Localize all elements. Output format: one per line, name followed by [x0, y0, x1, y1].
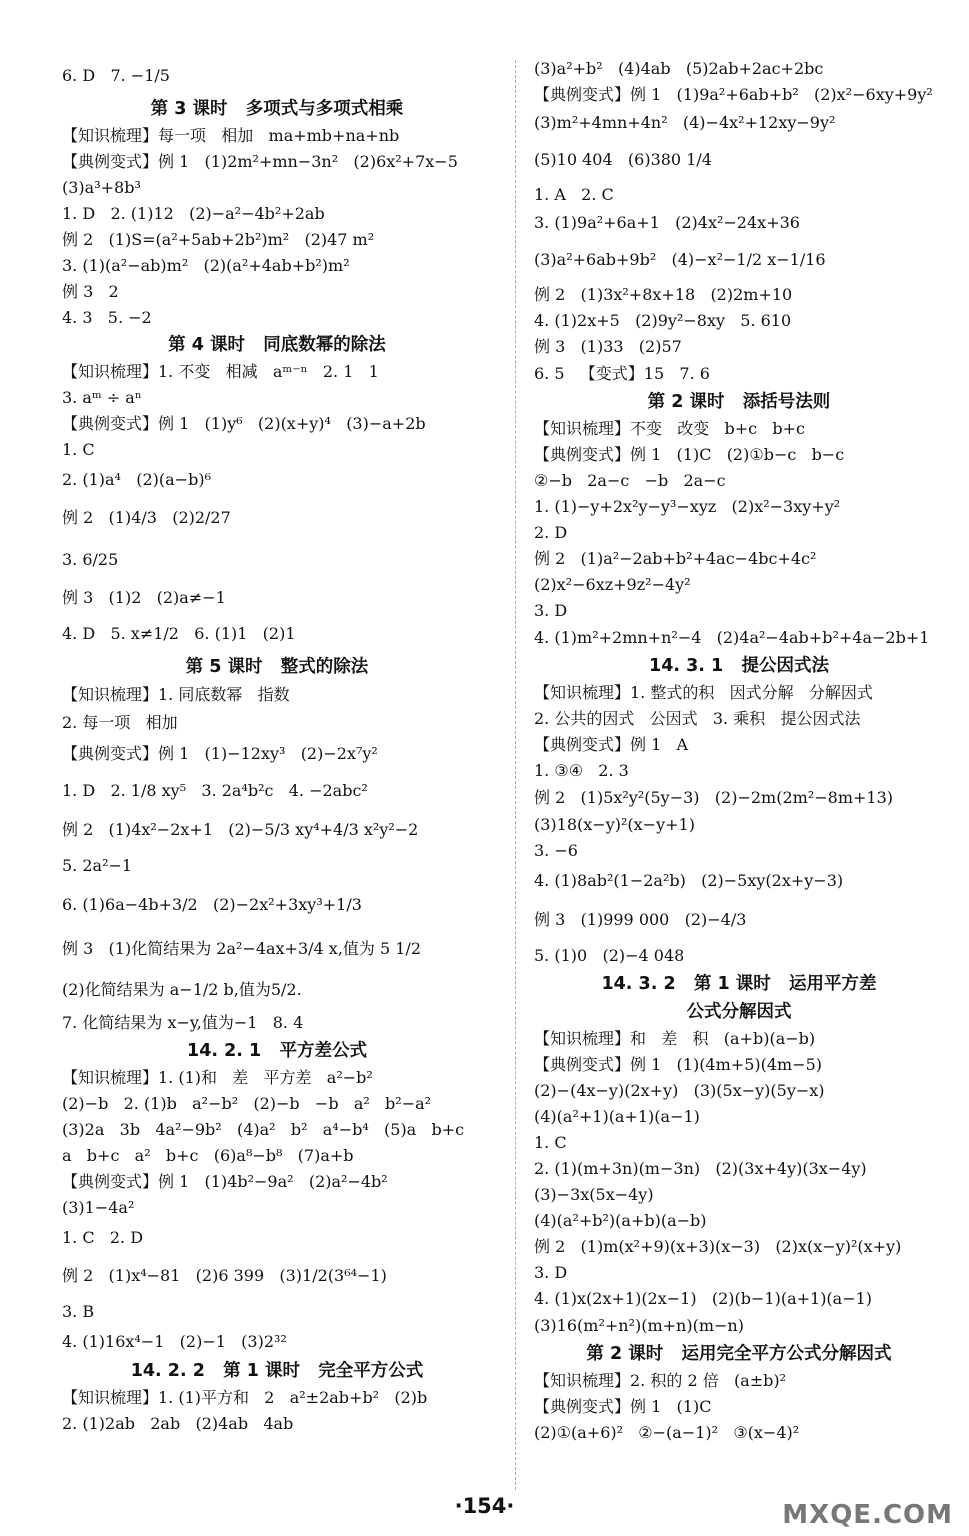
answer-line: (3)a³+8b³ — [62, 178, 141, 197]
answer-line: 2. 每一项 相加 — [62, 713, 178, 732]
answer-line: (2)−(4x−y)(2x+y) (3)(5x−y)(5y−x) — [534, 1081, 825, 1100]
answer-line: 5. (1)0 (2)−4 048 — [534, 946, 685, 965]
answer-line: 例 2 (1)x⁴−81 (2)6 399 (3)1/2(3⁶⁴−1) — [62, 1266, 387, 1285]
answer-line: 【典例变式】例 1 (1)9a²+6ab+b² (2)x²−6xy+9y² — [534, 85, 933, 104]
answer-line: 4. (1)16x⁴−1 (2)−1 (3)2³² — [62, 1332, 287, 1351]
answer-line: 例 3 (1)33 (2)57 — [534, 337, 682, 356]
answer-line: 3. −6 — [534, 841, 578, 860]
answer-line: 2. D — [534, 523, 568, 542]
watermark: MXQE.COM — [782, 1500, 953, 1530]
answer-line: 例 3 (1)2 (2)a≠−1 — [62, 588, 226, 607]
answer-line: (4)(a²+1)(a+1)(a−1) — [534, 1107, 700, 1126]
answer-line: (4)(a²+b²)(a+b)(a−b) — [534, 1211, 707, 1230]
answer-line: 1. ③④ 2. 3 — [534, 761, 629, 780]
answer-line: 1. C 2. D — [62, 1228, 144, 1247]
column-divider — [515, 60, 516, 1490]
section-heading: 14. 3. 1 提公因式法 — [649, 656, 829, 676]
answer-line: 例 3 2 — [62, 282, 119, 301]
answer-line: 【典例变式】例 1 A — [534, 735, 689, 754]
answer-line: 【知识梳理】1. 不变 相减 aᵐ⁻ⁿ 2. 1 1 — [62, 362, 379, 381]
answer-line: 7. 化简结果为 x−y,值为−1 8. 4 — [62, 1013, 304, 1032]
answer-line: 例 2 (1)m(x²+9)(x+3)(x−3) (2)x(x−y)²(x+y) — [534, 1237, 902, 1256]
answer-line: 【典例变式】例 1 (1)C — [534, 1397, 712, 1416]
answer-line: 【知识梳理】2. 积的 2 倍 (a±b)² — [534, 1371, 787, 1390]
answer-line: 【知识梳理】1. (1)平方和 2 a²±2ab+b² (2)b — [62, 1388, 428, 1407]
answer-line: 3. aᵐ ÷ aⁿ — [62, 388, 142, 407]
answer-line: (3)m²+4mn+4n² (4)−4x²+12xy−9y² — [534, 113, 836, 132]
answer-line: 4. (1)x(2x+1)(2x−1) (2)(b−1)(a+1)(a−1) — [534, 1289, 873, 1308]
answer-line: 4. (1)m²+2mn+n²−4 (2)4a²−4ab+b²+4a−2b+1 — [534, 628, 930, 647]
answer-line: 例 2 (1)4x²−2x+1 (2)−5/3 xy⁴+4/3 x²y²−2 — [62, 820, 419, 839]
right-column — [534, 56, 944, 1446]
answer-line: 【典例变式】例 1 (1)C (2)①b−c b−c — [534, 445, 845, 464]
answer-line: 【典例变式】例 1 (1)y⁶ (2)(x+y)⁴ (3)−a+2b — [62, 414, 426, 433]
answer-line: 6. D 7. −1/5 — [62, 66, 170, 85]
answer-line: 4. (1)8ab²(1−2a²b) (2)−5xy(2x+y−3) — [534, 871, 844, 890]
answer-line: 【知识梳理】1. 整式的积 因式分解 分解因式 — [534, 683, 873, 702]
answer-line: 3. (1)9a²+6a+1 (2)4x²−24x+36 — [534, 213, 800, 232]
answer-line: 1. D 2. (1)12 (2)−a²−4b²+2ab — [62, 204, 325, 223]
answer-line: 【知识梳理】和 差 积 (a+b)(a−b) — [534, 1029, 816, 1048]
answer-line: 4. (1)2x+5 (2)9y²−8xy 5. 610 — [534, 311, 792, 330]
answer-line: (3)16(m²+n²)(m+n)(m−n) — [534, 1316, 744, 1335]
answer-line: 【知识梳理】1. 同底数幂 指数 — [62, 685, 290, 704]
answer-line: (3)1−4a² — [62, 1198, 135, 1217]
answer-line: 例 2 (1)4/3 (2)2/27 — [62, 508, 231, 527]
answer-line: 3. D — [534, 1263, 568, 1282]
answer-line: (5)10 404 (6)380 1/4 — [534, 150, 712, 169]
answer-line: 3. (1)(a²−ab)m² (2)(a²+4ab+b²)m² — [62, 256, 350, 275]
answer-line: 1. (1)−y+2x²y−y³−xyz (2)x²−3xy+y² — [534, 497, 841, 516]
section-heading: 14. 2. 2 第 1 课时 完全平方公式 — [130, 1361, 424, 1381]
answer-line: a b+c a² b+c (6)a⁸−b⁸ (7)a+b — [62, 1146, 354, 1165]
answer-line: 【知识梳理】1. (1)和 差 平方差 a²−b² — [62, 1068, 373, 1087]
answer-line: 6. 5 【变式】15 7. 6 — [534, 364, 710, 383]
answer-line: 1. D 2. 1/8 xy⁵ 3. 2a⁴b²c 4. −2abc² — [62, 781, 368, 800]
answer-line: 例 2 (1)a²−2ab+b²+4ac−4bc+4c² — [534, 549, 817, 568]
answer-line: (2)①(a+6)² ②−(a−1)² ③(x−4)² — [534, 1423, 800, 1442]
answer-line: (3)a²+b² (4)4ab (5)2ab+2ac+2bc — [534, 59, 824, 78]
section-heading: 第 5 课时 整式的除法 — [185, 657, 369, 677]
answer-line: 【典例变式】例 1 (1)−12xy³ (2)−2x⁷y² — [62, 744, 378, 763]
answer-line: 5. 2a²−1 — [62, 856, 133, 875]
page-number: ·154· — [454, 1494, 515, 1518]
answer-line: 【典例变式】例 1 (1)4b²−9a² (2)a²−4b² — [62, 1172, 388, 1191]
section-heading: 14. 3. 2 第 1 课时 运用平方差 — [601, 974, 877, 994]
answer-line: 2. (1)a⁴ (2)(a−b)⁶ — [62, 470, 211, 489]
answer-line: 6. (1)6a−4b+3/2 (2)−2x²+3xy³+1/3 — [62, 895, 362, 914]
answer-line: 1. A 2. C — [534, 185, 614, 204]
section-heading: 公式分解因式 — [686, 1002, 792, 1022]
answer-line: 4. D 5. x≠1/2 6. (1)1 (2)1 — [62, 624, 296, 643]
answer-line: 【知识梳理】每一项 相加 ma+mb+na+nb — [62, 126, 400, 145]
answer-line: (2)−b 2. (1)b a²−b² (2)−b −b a² b²−a² — [62, 1094, 432, 1113]
answer-line: 例 2 (1)S=(a²+5ab+2b²)m² (2)47 m² — [62, 230, 375, 249]
answer-line: 2. 公共的因式 公因式 3. 乘积 提公因式法 — [534, 709, 861, 728]
left-column — [62, 56, 492, 1437]
answer-line: (3)18(x−y)²(x−y+1) — [534, 815, 695, 834]
section-heading: 14. 2. 1 平方差公式 — [187, 1041, 367, 1061]
section-heading: 第 3 课时 多项式与多项式相乘 — [150, 99, 404, 119]
answer-line: (2)化简结果为 a−1/2 b,值为5/2. — [62, 980, 302, 999]
section-heading: 第 2 课时 运用完全平方公式分解因式 — [586, 1344, 892, 1364]
answer-line: 3. B — [62, 1302, 95, 1321]
answer-line: 例 3 (1)999 000 (2)−4/3 — [534, 910, 747, 929]
answer-line: ②−b 2a−c −b 2a−c — [534, 471, 726, 490]
answer-line: 2. (1)2ab 2ab (2)4ab 4ab — [62, 1414, 294, 1433]
answer-line: 例 3 (1)化简结果为 2a²−4ax+3/4 x,值为 5 1/2 — [62, 939, 422, 958]
answer-line: 【典例变式】例 1 (1)(4m+5)(4m−5) — [534, 1055, 823, 1074]
answer-line: (3)a²+6ab+9b² (4)−x²−1/2 x−1/16 — [534, 250, 826, 269]
section-heading: 第 4 课时 同底数幂的除法 — [168, 335, 386, 355]
answer-line: 1. C — [62, 440, 95, 459]
answer-line: (3)2a 3b 4a²−9b² (4)a² b² a⁴−b⁴ (5)a b+c — [62, 1120, 465, 1139]
answer-line: 3. D — [534, 601, 568, 620]
answer-line: 4. 3 5. −2 — [62, 308, 152, 327]
answer-line: (3)−3x(5x−4y) — [534, 1185, 654, 1204]
answer-line: 2. (1)(m+3n)(m−3n) (2)(3x+4y)(3x−4y) — [534, 1159, 867, 1178]
answer-line: 1. C — [534, 1133, 567, 1152]
answer-line: 【典例变式】例 1 (1)2m²+mn−3n² (2)6x²+7x−5 — [62, 152, 458, 171]
answer-line: 3. 6/25 — [62, 550, 119, 569]
answer-line: 【知识梳理】不变 改变 b+c b+c — [534, 419, 805, 438]
section-heading: 第 2 课时 添括号法则 — [647, 392, 831, 412]
answer-line: 例 2 (1)5x²y²(5y−3) (2)−2m(2m²−8m+13) — [534, 788, 894, 807]
answer-line: (2)x²−6xz+9z²−4y² — [534, 575, 691, 594]
answer-line: 例 2 (1)3x²+8x+18 (2)2m+10 — [534, 285, 793, 304]
